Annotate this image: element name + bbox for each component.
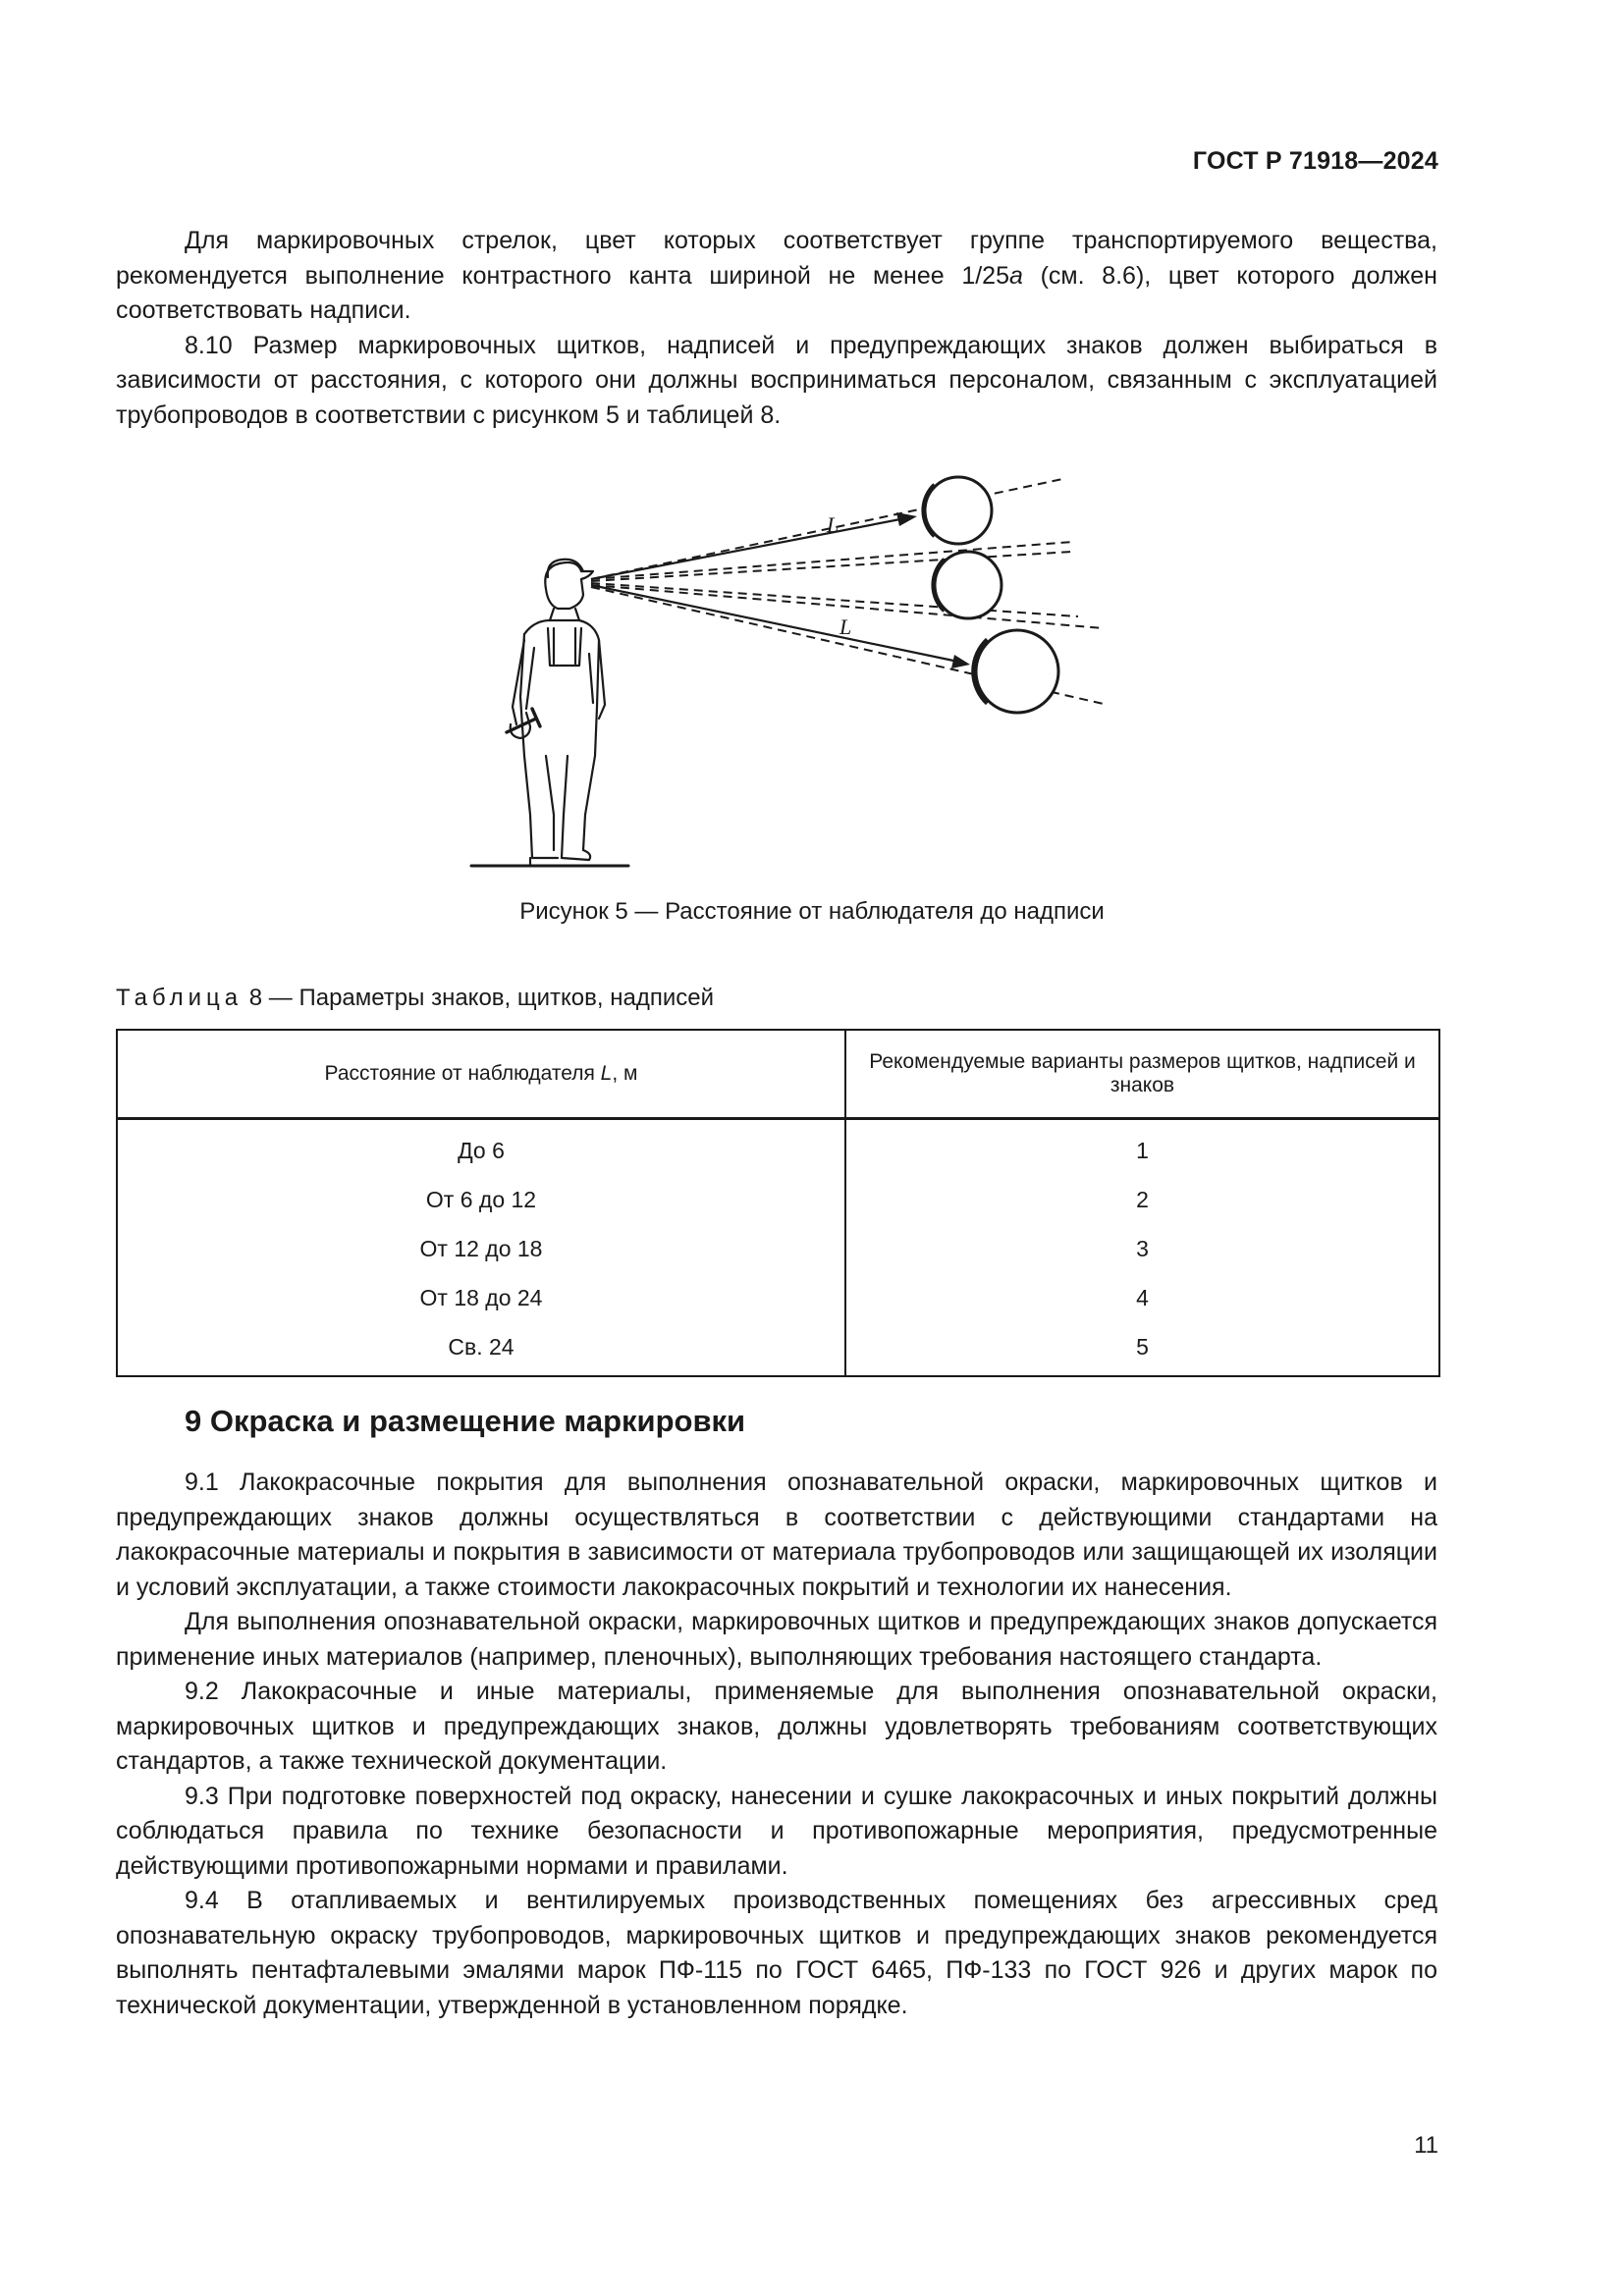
observer-illustration: [452, 461, 1110, 883]
table-row: [117, 1224, 1439, 1273]
cell-variant: 1: [845, 1119, 1439, 1176]
figure-caption: Рисунок 5 — Расстояние от наблюдателя до надписи: [519, 898, 1105, 925]
cell-distance: От 6 до 12: [117, 1175, 845, 1224]
intro-text: [116, 224, 1437, 433]
header-distance: [117, 1030, 845, 1119]
table-row: [117, 1273, 1439, 1322]
paragraph-9-1: 9.1 Лакокрасочные покрытия для выполнения опознавательной окраски, маркировочных щитков и предупреждающих знаков должны осуществляться в соответствии с действующими стандартами на лакокрасочные материалы и покрытия в зависимости от материала трубопроводов или защищающей их изоляции и условий эксплуатации, а также стоимости лакокрасочных покрытий и технологии их нанесения.: [116, 1468, 1437, 1601]
variable-a: a: [1008, 261, 1023, 290]
cell-distance: До 6: [117, 1119, 845, 1176]
page-number: 11: [1414, 2132, 1438, 2159]
document-code: ГОСТ Р 71918—2024: [1192, 147, 1438, 175]
cell-variant: 3: [845, 1224, 1439, 1273]
paragraph-arrows-contrast: [116, 224, 1437, 329]
cell-distance: От 12 до 18: [117, 1224, 845, 1273]
paragraph-8-10: 8.10 Размер маркировочных щитков, надписей и предупреждающих знаков должен выбираться в зависимости от расстояния, с которого они должны восприниматься персоналом, связанным с эксплуатацией трубопроводов в соответствии с рисунком 5 и таблицей 8.: [116, 331, 1437, 429]
cell-distance: От 18 до 24: [117, 1273, 845, 1322]
paragraph-9-1-cont: Для выполнения опознавательной окраски, маркировочных щитков и предупреждающих знаков допускается применение иных материалов (например, пленочных), выполняющих требования настоящего стандарта.: [116, 1608, 1437, 1671]
text-span: Расстояние от наблюдателя: [324, 1062, 601, 1085]
paragraph-9-3: 9.3 При подготовке поверхностей под окраску, нанесении и сушке лакокрасочных и иных покрытий должны соблюдаться правила по технике безопасности и противопожарные мероприятия, предусмотренные действующими противопожарными нормами и правилами.: [116, 1782, 1437, 1880]
text-span: Для маркировочных стрелок, цвет которых соответствует группе транспортируемого вещества, рекомендуется выполнение контрастного канта шириной не менее 1/25: [116, 227, 1437, 290]
section-9-text: [116, 1466, 1437, 2023]
parameters-table: [116, 1029, 1440, 1377]
cell-variant: 5: [845, 1322, 1439, 1376]
table-row: [117, 1322, 1439, 1376]
text-span: , м: [612, 1062, 638, 1085]
table-header-row: [117, 1030, 1439, 1119]
table-title: [116, 985, 714, 1012]
table-row: [117, 1175, 1439, 1224]
label-L-lower: L: [839, 614, 852, 639]
cell-distance: Св. 24: [117, 1322, 845, 1376]
text-span: (см. 8.6), цвет которого должен соответствовать надписи.: [116, 261, 1437, 324]
figure-observer-distance: [452, 461, 1110, 883]
table-row: [117, 1119, 1439, 1176]
section-9-title: 9 Окраска и размещение маркировки: [185, 1404, 746, 1438]
label-L-upper: L: [827, 512, 839, 537]
paragraph-9-4: 9.4 В отапливаемых и вентилируемых производственных помещениях без агрессивных сред опознавательную окраску трубопроводов, маркировочных щитков и предупреждающих знаков рекомендуется выполнять пентафталевыми эмалями марок ПФ-115 по ГОСТ 6465, ПФ-133 по ГОСТ 926 и других марок по технической документации, утвержденной в установленном порядке.: [116, 1887, 1437, 2019]
table-label: Таблица: [116, 985, 244, 1011]
table-caption: 8 — Параметры знаков, щитков, надписей: [248, 985, 714, 1011]
paragraph-9-2: 9.2 Лакокрасочные и иные материалы, применяемые для выполнения опознавательной окраски, маркировочных щитков и предупреждающих знаков, должны удовлетворять требованиям соответствующих стандартов, а также технической документации.: [116, 1678, 1437, 1775]
cell-variant: 2: [845, 1175, 1439, 1224]
header-variants: Рекомендуемые варианты размеров щитков, надписей и знаков: [845, 1030, 1439, 1119]
cell-variant: 4: [845, 1273, 1439, 1322]
variable-L: L: [600, 1062, 613, 1085]
